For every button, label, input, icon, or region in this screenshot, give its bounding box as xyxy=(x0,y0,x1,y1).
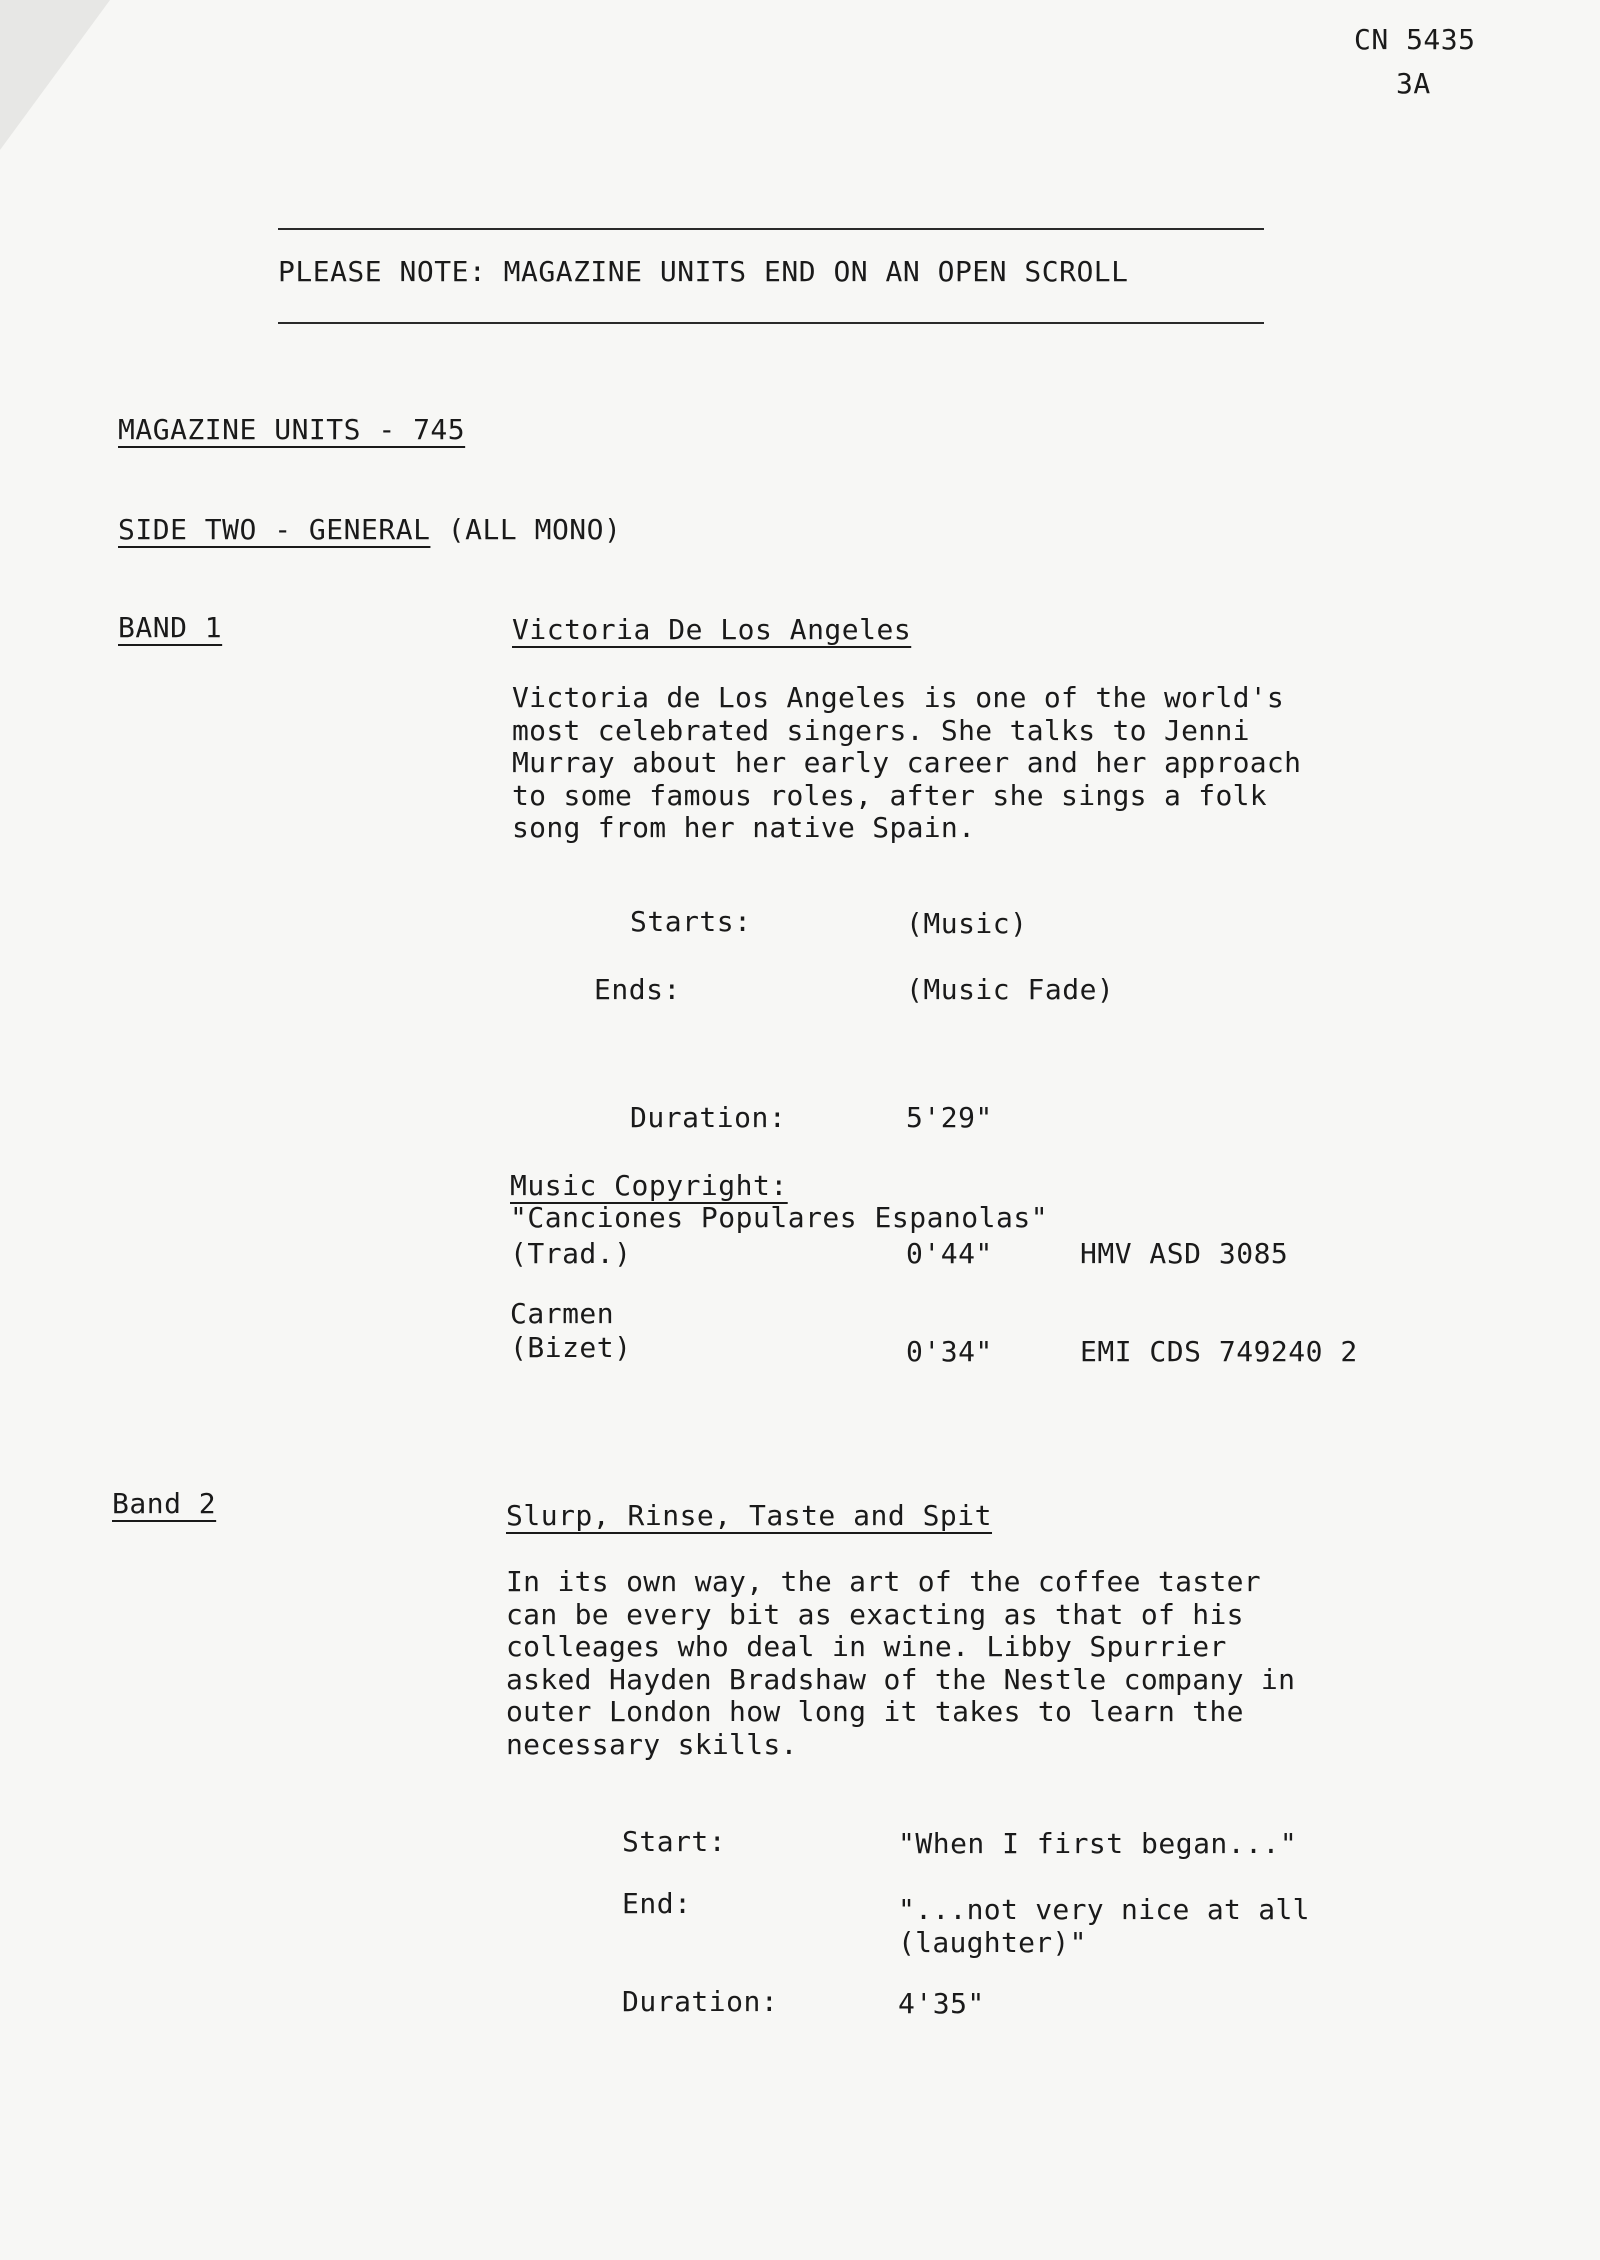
band2-end-label: End: xyxy=(622,1887,692,1920)
track2-catalog: EMI CDS 749240 2 xyxy=(1080,1335,1358,1368)
band1-title: Victoria De Los Angeles xyxy=(512,613,912,646)
band1-duration-value: 5'29" xyxy=(906,1101,993,1134)
band2-duration-label: Duration: xyxy=(622,1985,779,2018)
band2-start-label: Start: xyxy=(622,1825,727,1858)
band1-label: BAND 1 xyxy=(118,611,223,644)
notice-bottom-rule xyxy=(278,322,1264,324)
band1-ends-value: (Music Fade) xyxy=(906,973,1115,1006)
notice-top-rule xyxy=(278,228,1264,230)
band2-end-value: "...not very nice at all (laughter)" xyxy=(898,1893,1310,1959)
band1-description: Victoria de Los Angeles is one of the world's most celebrated singers. She talks to Jenni Murray about her early career and her approach to some famous roles, after she sings a folk song from her native Spain. xyxy=(512,681,1302,844)
side-label: SIDE TWO - GENERAL xyxy=(118,513,431,546)
band1-duration-label: Duration: xyxy=(630,1101,787,1134)
band1-copyright-label: Music Copyright: xyxy=(510,1169,788,1202)
track1-composer: (Trad.) xyxy=(510,1237,632,1270)
track2-time: 0'34" xyxy=(906,1335,993,1368)
track1-catalog: HMV ASD 3085 xyxy=(1080,1237,1289,1270)
band2-title: Slurp, Rinse, Taste and Spit xyxy=(506,1499,993,1532)
document-subcode: 3A xyxy=(1396,67,1431,100)
folded-corner xyxy=(0,0,110,150)
band1-ends-label: Ends: xyxy=(594,973,681,1006)
band2-description: In its own way, the art of the coffee taster can be every bit as exacting as that of his colleages who deal in wine. Libby Spurrier asked Hayden Bradshaw of the Nestle company in outer London how long it takes to learn the necessary skills. xyxy=(506,1565,1296,1761)
track1-time: 0'44" xyxy=(906,1237,993,1270)
band2-duration-value: 4'35" xyxy=(898,1987,985,2020)
band2-label: Band 2 xyxy=(112,1487,217,1520)
track2-composer: (Bizet) xyxy=(510,1331,632,1364)
band1-starts-label: Starts: xyxy=(630,905,752,938)
track2-title: Carmen xyxy=(510,1297,615,1330)
side-heading xyxy=(118,514,621,546)
band1-starts-value: (Music) xyxy=(906,907,1028,940)
side-note: (ALL MONO) xyxy=(447,513,622,546)
band2-start-value: "When I first began..." xyxy=(898,1827,1298,1860)
document-code: CN 5435 xyxy=(1354,23,1476,56)
track1-title: "Canciones Populares Espanolas" xyxy=(510,1201,1049,1234)
magazine-units-heading: MAGAZINE UNITS - 745 xyxy=(118,413,466,446)
notice-text: PLEASE NOTE: MAGAZINE UNITS END ON AN OPEN SCROLL xyxy=(278,255,1129,288)
